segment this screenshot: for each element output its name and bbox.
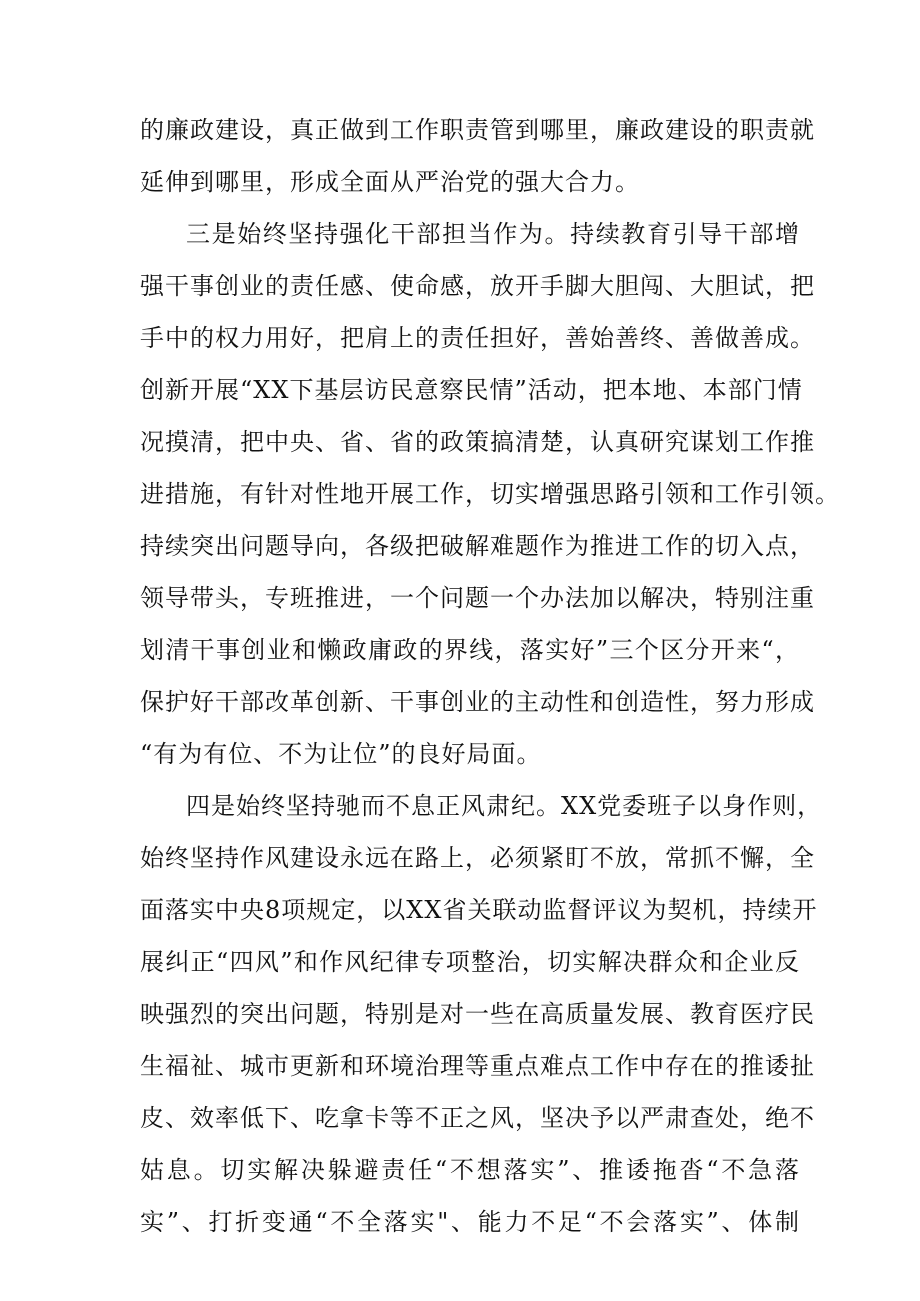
- text-line: 创新开展“XX下基层访民意察民情”活动，把本地、本部门情: [140, 376, 803, 404]
- text-line: 划清干事创业和懒政庸政的界线，落实好”三个区分开来“，: [140, 636, 800, 664]
- text-line: 进措施，有针对性地开展工作，切实增强思路引领和工作引领。: [140, 480, 840, 508]
- text-line: 持续突出问题导向，各级把破解难题作为推进工作的切入点，: [140, 532, 815, 560]
- text-line: “有为有位、不为让位”的良好局面。: [140, 740, 542, 768]
- text-line: 实”、打折变通“不全落实"、能力不足“不会落实”、体制: [140, 1208, 800, 1236]
- paragraph-first-line: 四是始终坚持驰而不息正风肃纪。XX党委班子以身作则，: [186, 792, 823, 820]
- text-line: 况摸清，把中央、省、省的政策搞清楚，认真研究谋划工作推: [140, 428, 815, 456]
- text-line: 领导带头，专班推进，一个问题一个办法加以解决，特别注重: [140, 584, 815, 612]
- text-line: 生福祉、城市更新和环境治理等重点难点工作中存在的推诿扯: [140, 1052, 815, 1080]
- text-line: 皮、效率低下、吃拿卡等不正之风，坚决予以严肃查处，绝不: [140, 1104, 815, 1132]
- text-line: 映强烈的突出问题，特别是对一些在高质量发展、教育医疗民: [140, 1000, 815, 1028]
- text-line: 强干事创业的责任感、使命感，放开手脚大胆闯、大胆试，把: [140, 272, 815, 300]
- text-line: 始终坚持作风建设永远在路上，必须紧盯不放，常抓不懈，全: [140, 844, 815, 872]
- text-line: 手中的权力用好，把肩上的责任担好，善始善终、善做善成。: [140, 324, 815, 352]
- text-line: 保护好干部改革创新、干事创业的主动性和创造性，努力形成: [140, 688, 815, 716]
- text-line: 面落实中央8项规定，以XX省关联动监督评议为契机，持续开: [140, 896, 818, 924]
- text-line: 的廉政建设，真正做到工作职责管到哪里，廉政建设的职责就: [140, 116, 815, 144]
- text-line: 延伸到哪里，形成全面从严治党的强大合力。: [140, 168, 640, 196]
- text-line: 展纠正“四风”和作风纪律专项整治，切实解决群众和企业反: [140, 948, 800, 976]
- text-line: 姑息。切实解决躲避责任“不想落实”、推诿拖沓“不急落: [140, 1156, 800, 1184]
- paragraph-first-line: 三是始终坚持强化干部担当作为。持续教育引导干部增: [186, 220, 800, 248]
